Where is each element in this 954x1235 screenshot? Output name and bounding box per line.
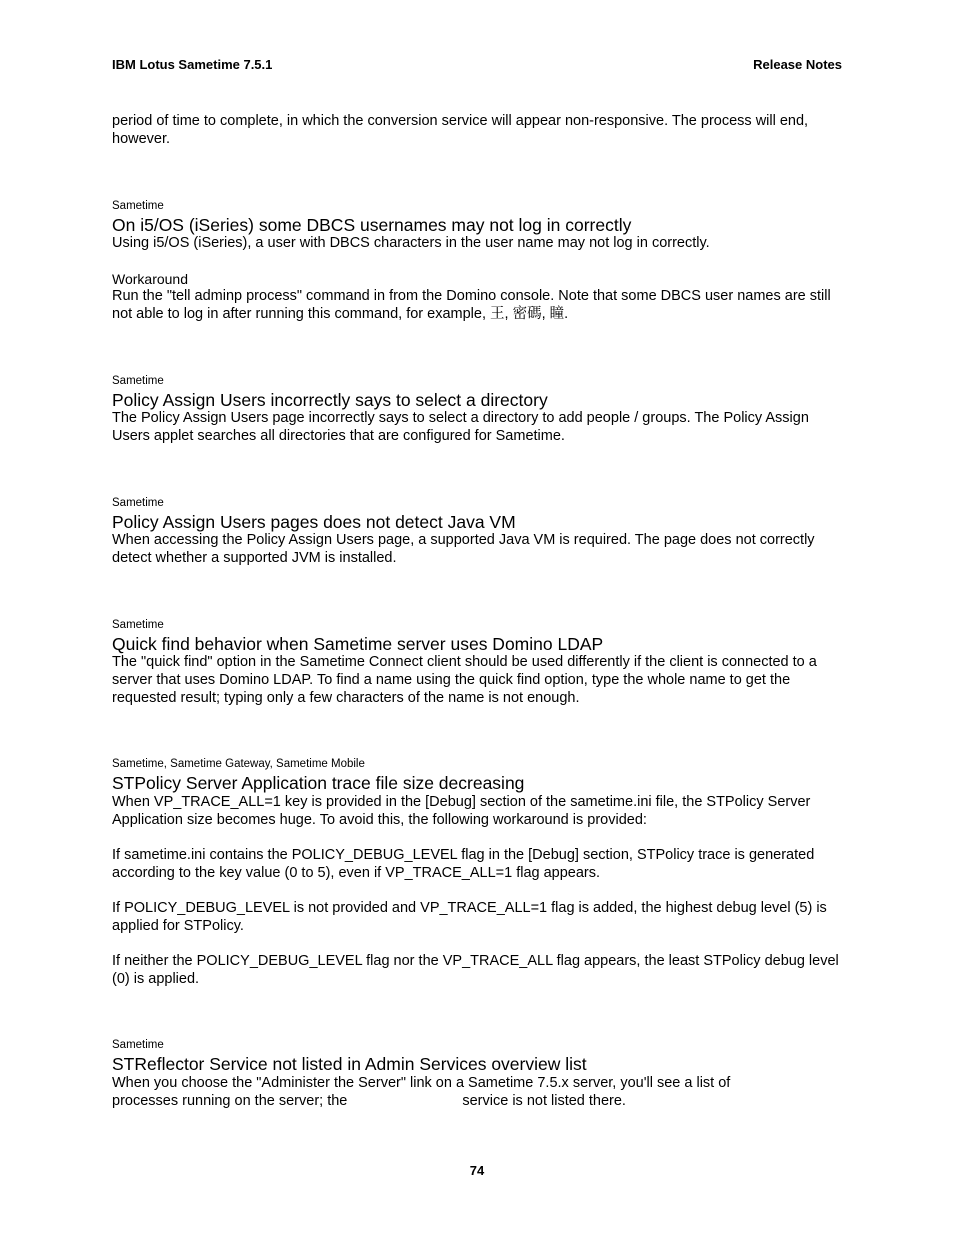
section-body-line2a: processes running on the server; the bbox=[112, 1093, 348, 1109]
section-title: STReflector Service not listed in Admin Services overview list bbox=[112, 1054, 587, 1074]
section-tag: Sametime bbox=[112, 375, 164, 387]
section-tag: Sametime bbox=[112, 497, 164, 509]
section-body bbox=[112, 1074, 847, 1110]
section-body: Using i5/OS (iSeries), a user with DBCS characters in the user name may not log in correctly. bbox=[112, 235, 710, 251]
section-paragraph: If sametime.ini contains the POLICY_DEBUG_LEVEL flag in the [Debug] section, STPolicy trace is generated according to the key value (0 to 5), even if VP_TRACE_ALL=1 flag appears. bbox=[112, 847, 815, 881]
intro-paragraph: period of time to complete, in which the conversion service will appear non-responsive. The process will end, however. bbox=[112, 113, 809, 147]
section-title: Policy Assign Users incorrectly says to select a directory bbox=[112, 390, 548, 410]
section-body: The "quick find" option in the Sametime Connect client should be used differently if the client is connected to a server that uses Domino LDAP. To find a name using the quick find option, type the whole name to get the requested result; typing only a few characters of the name is not enough. bbox=[112, 654, 817, 706]
section-body-line2b: service is not listed there. bbox=[462, 1093, 626, 1109]
section-title: STPolicy Server Application trace file size decreasing bbox=[112, 773, 525, 793]
header-title: IBM Lotus Sametime 7.5.1 bbox=[112, 57, 273, 72]
section-tag: Sametime bbox=[112, 1039, 164, 1051]
section-tag: Sametime bbox=[112, 200, 164, 212]
workaround-body: Run the "tell adminp process" command in from the Domino console. Note that some DBCS user names are still not able to log in after running this command, for example, 王, 密碼, 瞳. bbox=[112, 288, 831, 322]
section-body-line1: When you choose the "Administer the Server" link on a Sametime 7.5.x server, you'll see a list of bbox=[112, 1075, 731, 1091]
header-section: Release Notes bbox=[753, 57, 842, 72]
section-paragraph: When VP_TRACE_ALL=1 key is provided in the [Debug] section of the sametime.ini file, the STPolicy Server Application size becomes huge. To avoid this, the following workaround is provided: bbox=[112, 794, 811, 828]
section-paragraph: If POLICY_DEBUG_LEVEL is not provided and VP_TRACE_ALL=1 flag is added, the highest debug level (5) is applied for STPolicy. bbox=[112, 900, 827, 934]
page-number: 74 bbox=[469, 1163, 485, 1178]
section-title: On i5/OS (iSeries) some DBCS usernames may not log in correctly bbox=[112, 215, 632, 235]
section-tag: Sametime bbox=[112, 619, 164, 631]
section-title: Quick find behavior when Sametime server uses Domino LDAP bbox=[112, 634, 604, 654]
section-body: The Policy Assign Users page incorrectly says to select a directory to add people / groups. The Policy Assign Users applet searches all directories that are configured for Sametime. bbox=[112, 410, 809, 444]
section-title: Policy Assign Users pages does not detect Java VM bbox=[112, 512, 516, 532]
workaround-label: Workaround bbox=[112, 271, 189, 287]
section-tag: Sametime, Sametime Gateway, Sametime Mobile bbox=[112, 758, 365, 770]
section-paragraph: If neither the POLICY_DEBUG_LEVEL flag nor the VP_TRACE_ALL flag appears, the least STPolicy debug level (0) is applied. bbox=[112, 953, 839, 987]
section-body: When accessing the Policy Assign Users page, a supported Java VM is required. The page does not correctly detect whether a supported JVM is installed. bbox=[112, 532, 815, 566]
